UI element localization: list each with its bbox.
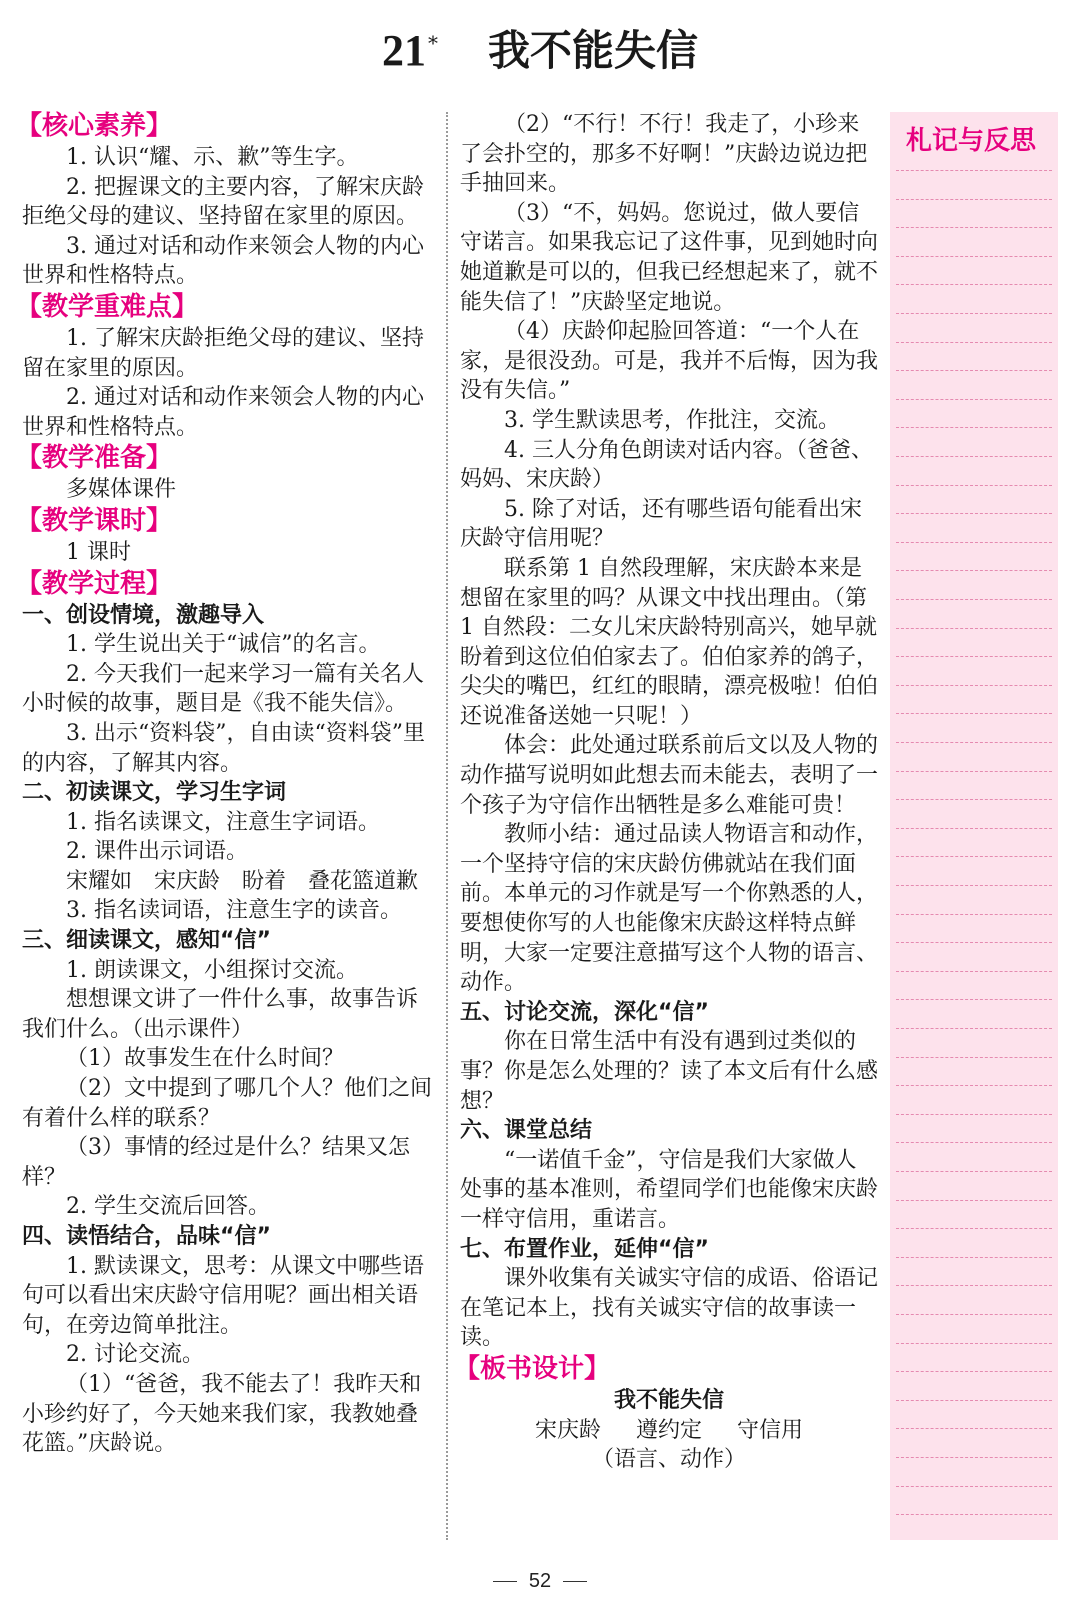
notes-panel xyxy=(890,112,1058,1540)
page-dash-left xyxy=(493,1581,517,1582)
note-line xyxy=(896,628,1052,629)
note-line xyxy=(896,742,1052,743)
note-line xyxy=(896,1114,1052,1115)
note-line xyxy=(896,599,1052,600)
page-number xyxy=(0,1570,1080,1593)
note-line xyxy=(896,1371,1052,1372)
note-line xyxy=(896,1085,1052,1086)
board-term: 遵约定 xyxy=(635,1417,702,1443)
list-item: 3. 学生默读思考，作批注，交流。 xyxy=(504,407,840,433)
step-heading: 三、细读课文，感知“信” xyxy=(22,928,271,954)
note-line xyxy=(896,1486,1052,1487)
step-heading: 五、讨论交流，深化“信” xyxy=(460,999,709,1025)
quote-item: （4）庆龄仰起脸回答道：“一个人在家，是很没劲。可是，我并不后悔，因为我没有失信。” xyxy=(460,319,879,404)
list-item: 1. 学生说出关于“诚信”的名言。 xyxy=(66,632,381,658)
paragraph: “一诺值千金”，守信是我们大家做人处事的基本准则，希望同学们也能像宋庆龄一样守信用，重诺言。 xyxy=(460,1147,879,1232)
note-line xyxy=(896,828,1052,829)
note-line xyxy=(896,399,1052,400)
section-key-points: 【教学重难点】 xyxy=(16,291,199,322)
step-heading: 四、读悟结合，品味“信” xyxy=(22,1224,271,1249)
board-subtitle: （语言、动作） xyxy=(591,1447,746,1473)
page-dash-right xyxy=(563,1581,587,1582)
note-line xyxy=(896,1457,1052,1458)
note-line xyxy=(896,885,1052,886)
quote-item: （1）“爸爸，我不能去了！我昨天和小珍约好了，今天她来我们家，我教她叠花篮。”庆龄说。 xyxy=(22,1371,422,1457)
step-heading: 七、布置作业，延伸“信” xyxy=(460,1236,709,1262)
section-preparation: 【教学准备】 xyxy=(16,443,173,474)
note-line xyxy=(896,1057,1052,1058)
page-number-text: 52 xyxy=(528,1570,552,1592)
lesson-title xyxy=(0,14,1080,80)
note-line xyxy=(896,542,1052,543)
list-item: 3. 指名读词语，注意生字的读音。 xyxy=(66,898,402,924)
note-line xyxy=(896,170,1052,171)
list-item: 1. 了解宋庆龄拒绝父母的建议、坚持留在家里的原因。 xyxy=(22,325,424,381)
question-item: （2）文中提到了哪几个人？他们之间有着什么样的联系？ xyxy=(22,1076,432,1131)
quote-item: （2）“不行！不行！我走了，小珍来了会扑空的，那多不好啊！”庆龄边说边把手抽回来。 xyxy=(460,112,868,197)
class-hours-text: 1 课时 xyxy=(66,539,131,565)
note-line xyxy=(896,799,1052,800)
preparation-text: 多媒体课件 xyxy=(66,477,177,503)
note-line xyxy=(896,313,1052,314)
paragraph: 课外收集有关诚实守信的成语、俗语记在笔记本上，找有关诚实守信的故事读一读。 xyxy=(460,1266,879,1351)
list-item: 1. 朗读课文，小组探讨交流。 xyxy=(66,957,358,983)
vocabulary-words: 宋耀如 宋庆龄 盼着 叠花篮道歉 xyxy=(66,868,419,894)
note-line xyxy=(896,656,1052,657)
lesson-title-text: 我不能失信 xyxy=(487,26,698,75)
step-heading: 六、课堂总结 xyxy=(460,1118,593,1144)
note-line xyxy=(896,1343,1052,1344)
question-item: （3）事情的经过是什么？结果又怎样？ xyxy=(22,1135,410,1190)
note-line xyxy=(896,971,1052,972)
list-item: 1. 认识“耀、示、歉”等生字。 xyxy=(66,145,359,170)
note-line xyxy=(896,771,1052,772)
board-term: 宋庆龄 xyxy=(534,1417,601,1443)
paragraph: 想想课文讲了一件什么事，故事告诉我们什么。（出示课件） xyxy=(22,987,419,1042)
list-item: 3. 出示“资料袋”，自由读“资料袋”里的内容，了解其内容。 xyxy=(22,720,425,776)
note-line xyxy=(896,1257,1052,1258)
note-line xyxy=(896,570,1052,571)
note-line xyxy=(896,1028,1052,1029)
note-line xyxy=(896,685,1052,686)
paragraph: 你在日常生活中有没有遇到过类似的事？你是怎么处理的？读了本文后有什么感想？ xyxy=(460,1029,879,1114)
list-item: 3. 通过对话和动作来领会人物的内心世界和性格特点。 xyxy=(22,233,424,289)
note-line xyxy=(896,485,1052,486)
list-item: 2. 把握课文的主要内容，了解宋庆龄拒绝父母的建议、坚持留在家里的原因。 xyxy=(22,174,424,230)
list-item: 2. 学生交流后回答。 xyxy=(66,1194,270,1220)
list-item: 2. 通过对话和动作来领会人物的内心世界和性格特点。 xyxy=(22,385,424,440)
note-line xyxy=(896,1171,1052,1172)
column-divider xyxy=(446,112,448,1540)
left-column xyxy=(16,110,434,1459)
middle-column xyxy=(454,110,879,1475)
list-item: 2. 讨论交流。 xyxy=(66,1342,204,1368)
list-item: 4. 三人分角色朗读对话内容。（爸爸、妈妈、宋庆龄） xyxy=(460,437,873,493)
board-title: 我不能失信 xyxy=(613,1387,724,1413)
board-row xyxy=(460,1416,878,1446)
list-item: 2. 课件出示词语。 xyxy=(66,839,248,865)
paragraph: 联系第 1 自然段理解，宋庆龄本来是想留在家里的吗？从课文中找出理由。（第 1 自然段：二女儿宋庆龄特别高兴，她早就盼着到这位伯伯家去了。伯伯家养的鸽子，尖尖的嘴巴，红红的眼睛，漂亮极啦！伯伯还说准备送她一只呢！） xyxy=(460,555,879,729)
step-heading: 二、初读课文，学习生字词 xyxy=(22,780,287,806)
note-line xyxy=(896,342,1052,343)
quote-item: （3）“不，妈妈。您说过，做人要信守诺言。如果我忘记了这件事，见到她时向她道歉是可以的，但我已经想起来了，就不能失信了！”庆龄坚定地说。 xyxy=(460,200,879,315)
list-item: 5. 除了对话，还有哪些语句能看出宋庆龄守信用呢？ xyxy=(460,496,862,552)
paragraph: 教师小结：通过品读人物语言和动作，一个坚持守信的宋庆龄仿佛就站在我们面前。本单元的习作就是写一个你熟悉的人，要想使你写的人也能像宋庆龄这样特点鲜明，大家一定要注意描写这个人物的语言、动作。 xyxy=(460,822,879,996)
note-line xyxy=(896,427,1052,428)
list-item: 2. 今天我们一起来学习一篇有关名人小时候的故事，题目是《我不能失信》。 xyxy=(22,661,424,717)
note-line xyxy=(896,942,1052,943)
note-line xyxy=(896,856,1052,857)
lesson-number: 21 xyxy=(381,26,426,75)
note-line xyxy=(896,1228,1052,1229)
note-line xyxy=(896,370,1052,371)
section-process: 【教学过程】 xyxy=(16,568,173,599)
note-line xyxy=(896,999,1052,1000)
list-item: 1. 默读课文，思考：从课文中哪些语句可以看出宋庆龄守信用呢？画出相关语句，在旁边简单批注。 xyxy=(22,1253,424,1338)
note-line xyxy=(896,256,1052,257)
note-line xyxy=(896,456,1052,457)
paragraph: 体会：此处通过联系前后文以及人物的动作描写说明如此想去而未能去，表明了一个孩子为守信作出牺牲是多么难能可贵！ xyxy=(460,733,879,818)
note-line xyxy=(896,1514,1052,1515)
board-term: 守信用 xyxy=(737,1417,804,1443)
note-line xyxy=(896,284,1052,285)
lesson-star: * xyxy=(427,31,438,55)
section-board-design: 【板书设计】 xyxy=(454,1353,611,1384)
note-line xyxy=(896,513,1052,514)
note-line xyxy=(896,1285,1052,1286)
note-line xyxy=(896,1314,1052,1315)
note-line xyxy=(896,1200,1052,1201)
note-line xyxy=(896,227,1052,228)
note-line xyxy=(896,1142,1052,1143)
note-line xyxy=(896,199,1052,200)
notes-title: 札记与反思 xyxy=(906,126,1037,156)
note-line xyxy=(896,914,1052,915)
section-class-hours: 【教学课时】 xyxy=(16,505,173,536)
list-item: 1. 指名读课文，注意生字词语。 xyxy=(66,809,380,835)
note-line xyxy=(896,1428,1052,1429)
question-item: （1）故事发生在什么时间？ xyxy=(66,1046,344,1072)
section-core-literacy: 【核心素养】 xyxy=(16,111,173,141)
step-heading: 一、创设情境，激趣导入 xyxy=(22,602,265,628)
note-line xyxy=(896,1400,1052,1401)
note-line xyxy=(896,713,1052,714)
